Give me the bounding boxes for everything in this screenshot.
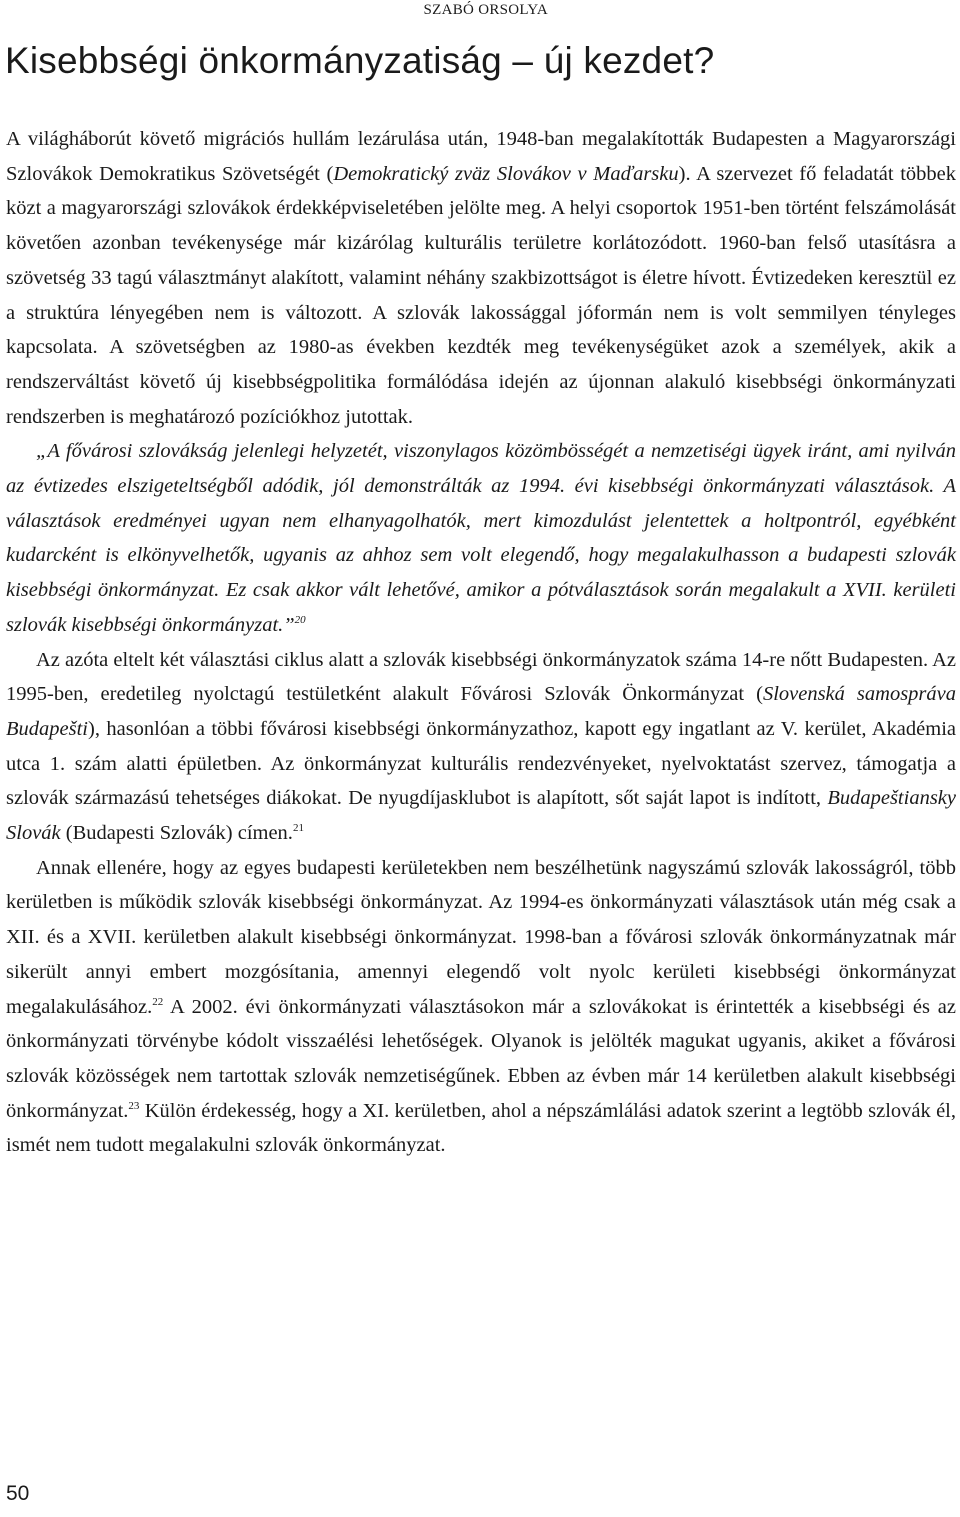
- paragraph-3-text-a: Az azóta eltelt két választási ciklus alatt a szlovák kisebbségi önkormányzatok száma 14-re nőtt Budapesten. Az 1995-ben, eredetileg nyolctagú testületként alakult Fővárosi Szlovák Önkormányzat (: [6, 648, 956, 706]
- paragraph-1: [6, 122, 956, 434]
- paragraph-3-text-c: (Budapesti Szlovák) címen.: [60, 822, 293, 845]
- block-quote: [6, 434, 956, 642]
- page-number: 50: [6, 1482, 30, 1505]
- paragraph-1-text-b: ). A szervezet fő feladatát többek közt a magyarországi szlovákok érdekképviseletében jelölte meg. A helyi csoportok 1951-ben történt felszámolását követően azonban tevékenysége már kizárólag kulturális területre korlátozódott. 1960-ban felső utasításra a szövetség 33 tagú választmányt alakított, valamint néhány szakbizottságot is életre hívott. Évtizedeken keresztül ez a struktúra lényegében nem is változott. A szlovák lakossággal jóformán nem is volt semmilyen tényleges kapcsolata. A szövetségben az 1980-as években kezdték meg tevékenységüket azok a személyek, akik a rendszerváltást követő új kisebbségpolitika formálódása idején az újonnan alakuló kisebbségi önkormányzati rendszerben is meghatározó pozíciókhoz jutottak.: [6, 162, 956, 428]
- paragraph-4: [6, 851, 956, 1163]
- paragraph-1-text-a: A világháborút követő migrációs hullám lezárulása után, 1948-ban megalakították Budapesten a Magyarországi Szlovákok Demokratikus Szövetségét (: [6, 128, 956, 185]
- municipality-name-slovak: Slovenská samospráva Budapešti: [6, 683, 956, 740]
- running-header-author: SZABÓ ORSOLYA: [423, 2, 548, 18]
- section-title: Kisebbségi önkormányzatiság – új kezdet?: [5, 40, 715, 81]
- paragraph-4-text-a: Annak ellenére, hogy az egyes budapesti kerületekben nem beszélhetünk nagyszámú szlovák lakosságról, több kerületben is működik szlovák kisebbségi önkormányzat. Az 1994-es önkormányzati választások után még csak a XII. és a XVII. kerületben alakult kisebbségi önkormányzat. 1998-ban a fővárosi szlovák önkormányzatnak már sikerült annyi embert mozgósítania, amennyi elegendő volt nyolc kerületi kisebbségi önkormányzat megalakulásához.: [6, 856, 956, 1018]
- body-text: [6, 122, 956, 1163]
- newspaper-title: Budapeštiansky Slovák: [6, 787, 956, 845]
- paragraph-4-text-b: A 2002. évi önkormányzati választásokon már a szlovákokat is érintették a kisebbségi és az önkormányzati törvénybe kódolt visszaélési lehetőségek. Olyanok is jelölték magukat ugyanis, akiket a fővárosi szlovák közösségek nem tartottak szlovák nemzetiségűnek. Ebben az évben már 14 kerületben alakult kisebbségi önkormányzat.: [6, 995, 956, 1122]
- footnote-ref-22[interactable]: 22: [152, 995, 164, 1008]
- paragraph-4-text-c: Külön érdekesség, hogy a XI. kerületben, ahol a népszámlálási adatok szerint a legtöbb szlovák él, ismét nem tudott megalakulni szlovák önkormányzat.: [6, 1099, 956, 1157]
- footnote-ref-21[interactable]: 21: [292, 822, 304, 835]
- paragraph-3: [6, 643, 956, 851]
- organization-name-slovak: Demokratický zväz Slovákov v Maďarsku: [333, 162, 679, 185]
- quote-text: „A fővárosi szlovákság jelenlegi helyzetét, viszonylagos közömbösségét a nemzetiségi ügyek iránt, ami nyilván az évtizedes elszigeteltségből adódik, jól demonstrálták az 1994. évi kisebbségi önkormányzati választások. A választások eredményei ugyan nem elhanyagolhatók, mert kimozdulást jelentettek a holtpontról, egyébként kudarcként is elkönyvelhetők, ugyanis az ahhoz sem volt elegendő, hogy megalakulhasson a budapesti szlovák kisebbségi önkormányzat. Ez csak akkor vált lehetővé, amikor a pótválasztások során megalakult a XVII. kerületi szlovák kisebbségi önkormányzat.”: [6, 440, 956, 636]
- paragraph-3-text-b: ), hasonlóan a többi fővárosi kisebbségi önkormányzathoz, kapott egy ingatlant az V. kerület, Akadémia utca 1. szám alatti épületben. Az önkormányzat kulturális rendezvényeket, nyelvoktatást szervez, támogatja a szlovák származású tehetséges diákokat. De nyugdíjasklubot is alapított, sőt saját lapot is indított,: [6, 717, 956, 810]
- footnote-ref-23[interactable]: 23: [128, 1099, 140, 1112]
- footnote-ref-20[interactable]: 20: [294, 614, 306, 627]
